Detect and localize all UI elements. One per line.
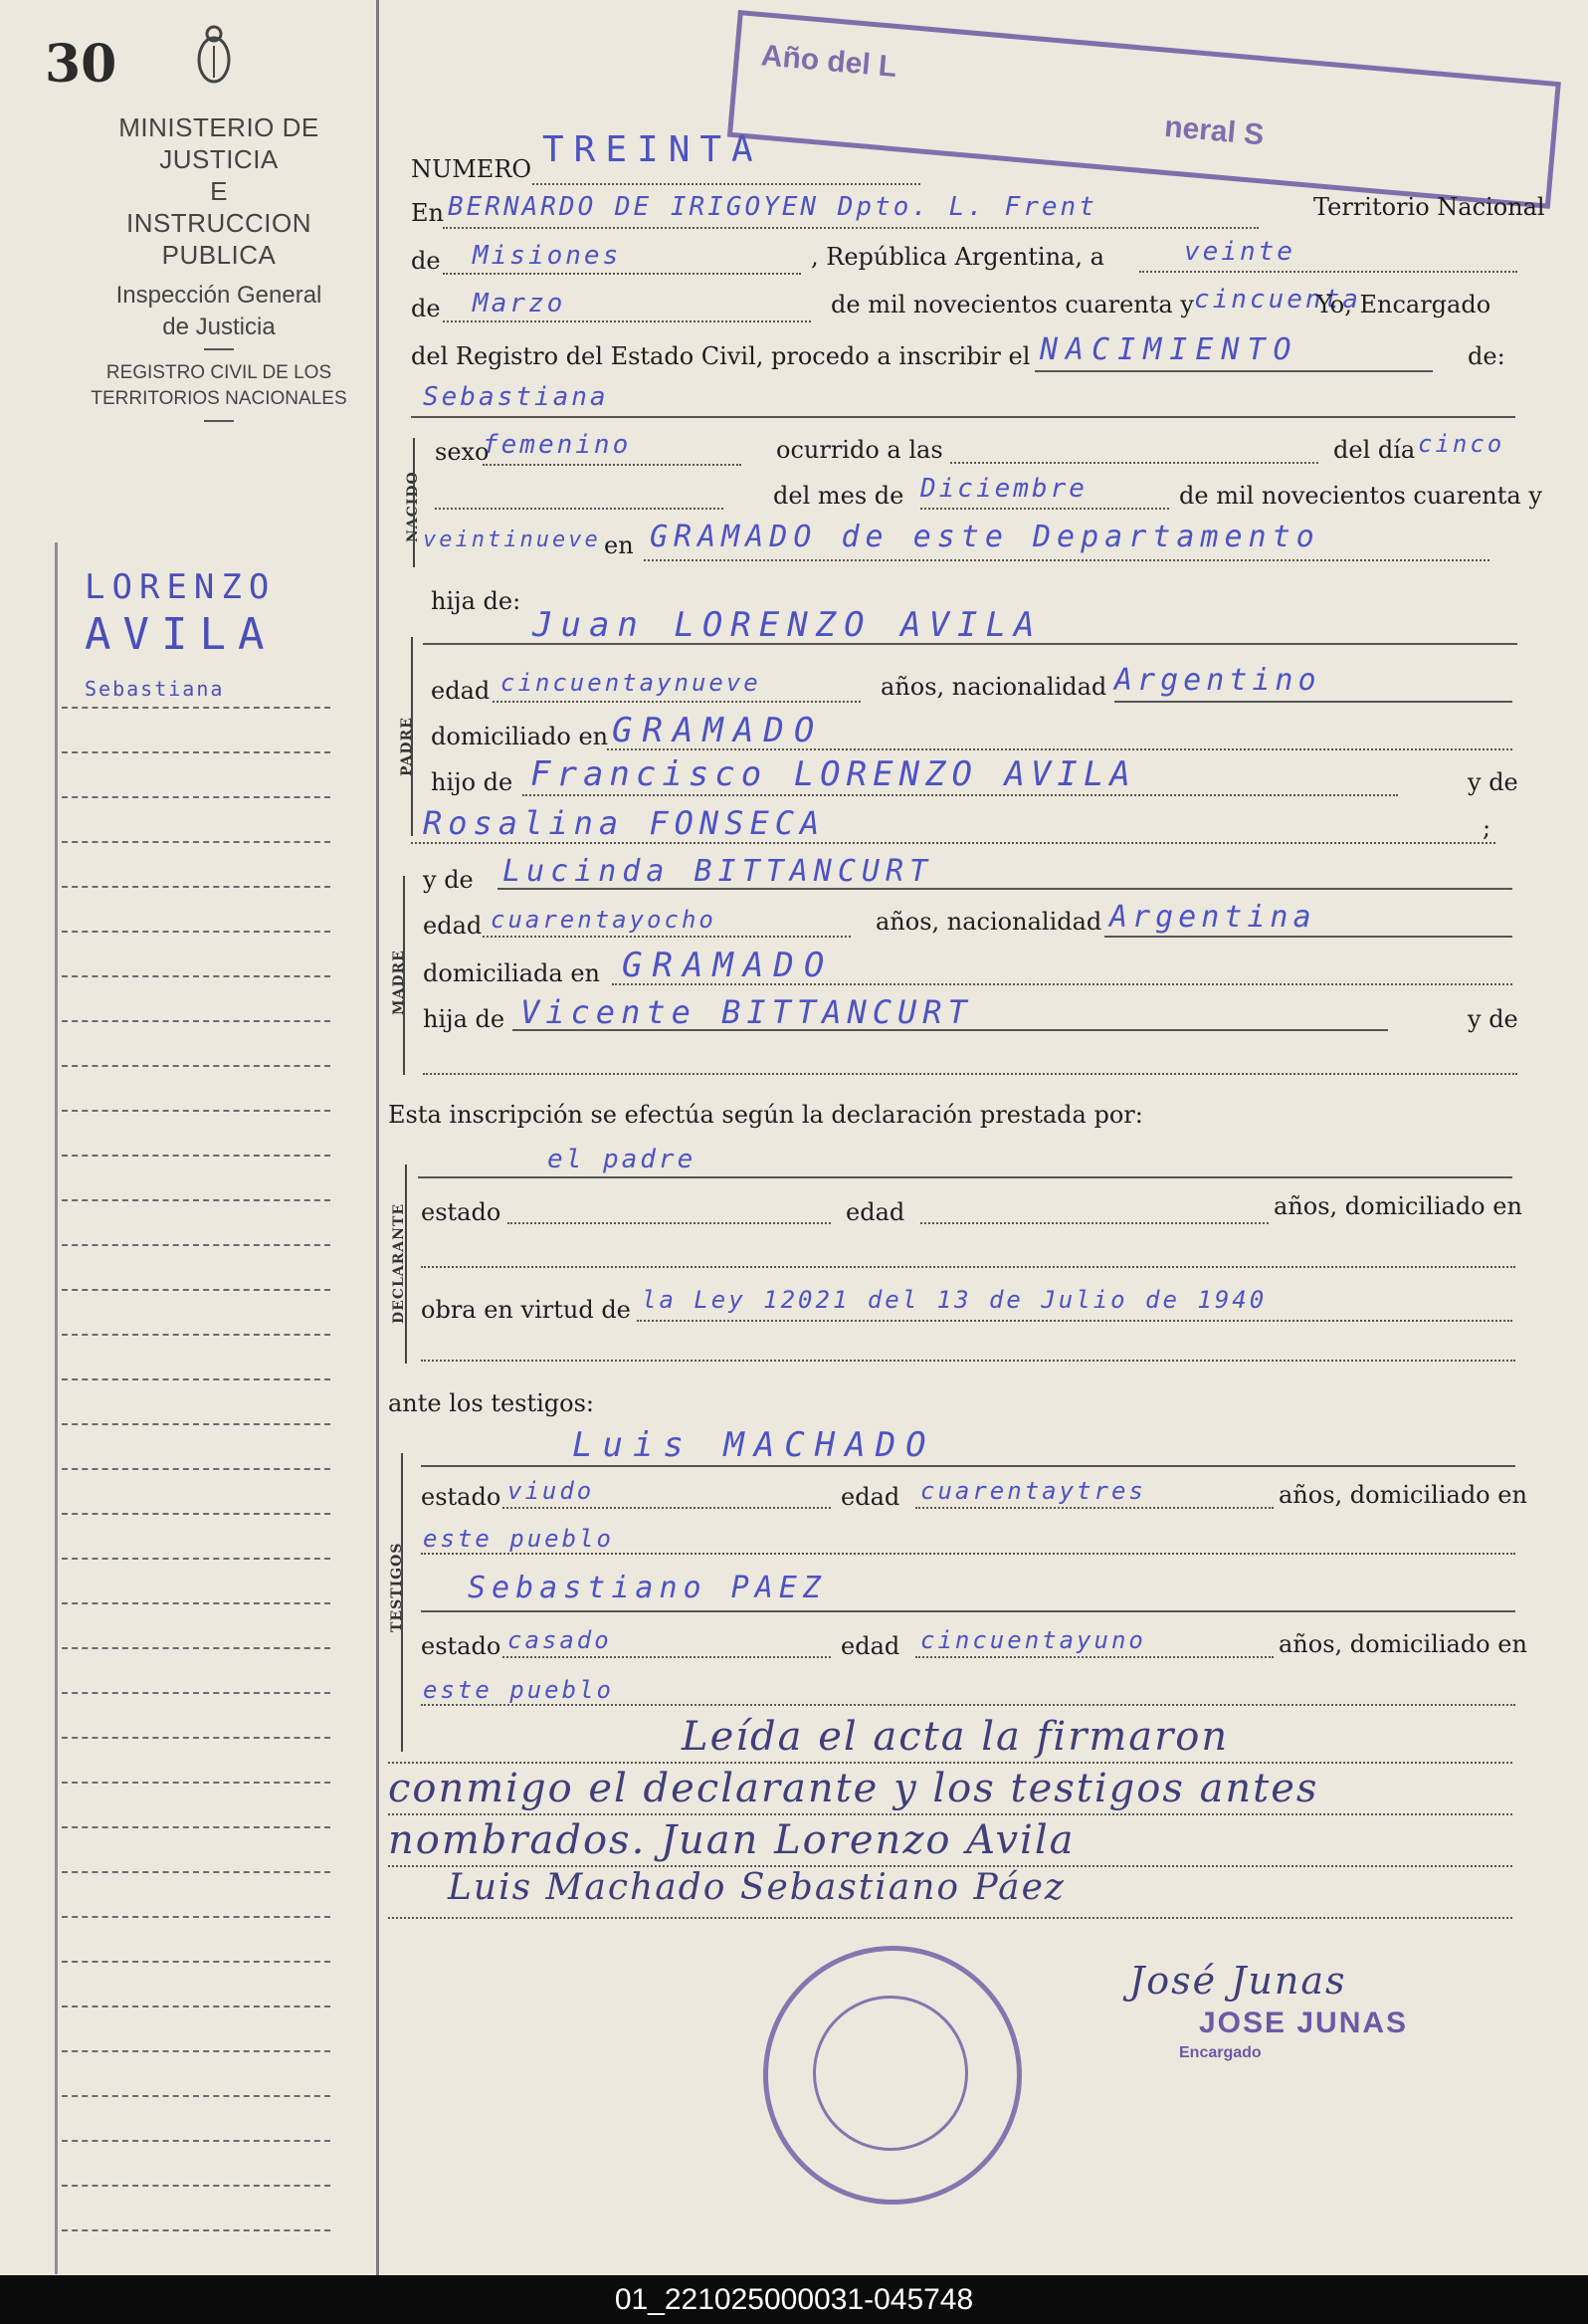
margin-line xyxy=(62,796,330,798)
margin-line xyxy=(62,1110,330,1112)
margin-line xyxy=(62,841,330,843)
image-filename-bar xyxy=(0,2275,1588,2324)
anos-dom-label: años, domiciliado en xyxy=(1274,1192,1522,1220)
obra-label: obra en virtud de xyxy=(421,1296,631,1324)
margin-line xyxy=(62,1916,330,1918)
fill-line xyxy=(497,888,1512,890)
territorio-label: Territorio Nacional xyxy=(1313,193,1545,221)
margin-line xyxy=(62,1737,330,1739)
witness-signatures: Luis Machado Sebastiano Páez xyxy=(448,1867,1066,1908)
estado-label: estado xyxy=(421,1198,501,1226)
padre-dom-value: GRAMADO xyxy=(612,711,825,750)
fill-line xyxy=(421,1553,1515,1555)
testigos-intro: ante los testigos: xyxy=(388,1389,595,1417)
year-prefix: de mil novecientos cuarenta y xyxy=(831,291,1194,318)
fill-line xyxy=(421,1465,1515,1467)
padre-name-value: Juan LORENZO AVILA xyxy=(532,605,1043,645)
declarant-value: el padre xyxy=(547,1145,696,1174)
province-value: Misiones xyxy=(473,241,622,271)
del-mes-label: del mes de xyxy=(773,482,904,510)
ministry-line-2: E xyxy=(210,176,228,206)
republica-label: , República Argentina, a xyxy=(811,243,1104,271)
fill-line xyxy=(522,794,1398,796)
fill-line xyxy=(920,508,1169,510)
fill-line xyxy=(644,559,1489,561)
margin-line xyxy=(62,1468,330,1470)
madre-name-value: Lucinda BITTANCURT xyxy=(502,854,934,889)
sexo-value: femenino xyxy=(483,430,632,460)
year-value: cincuenta xyxy=(1194,285,1361,315)
official-stamp-name: JOSE JUNAS xyxy=(1199,2007,1409,2039)
margin-note-surname: LORENZO xyxy=(85,567,277,607)
margin-line xyxy=(62,975,330,977)
testigos-side-label: TESTIGOS xyxy=(389,1542,405,1632)
section-bracket xyxy=(411,637,413,836)
margin-line xyxy=(62,1065,330,1067)
de-colon: de: xyxy=(1468,342,1505,370)
margin-vertical-rule xyxy=(55,542,58,2274)
fill-line xyxy=(418,1176,1512,1178)
en-label: en xyxy=(604,531,634,559)
fill-line xyxy=(915,1656,1274,1658)
margin-line xyxy=(62,886,330,888)
fill-line xyxy=(502,1507,831,1509)
fill-line xyxy=(411,416,1515,418)
witness1-name-value: Luis MACHADO xyxy=(572,1425,936,1465)
registro-text: del Registro del Estado Civil, procedo a inscribir el xyxy=(411,342,1031,370)
fill-line xyxy=(493,701,861,703)
y-de-label: y de xyxy=(423,866,474,894)
stamp-text-2: neral S xyxy=(1162,109,1266,152)
seal-inner-ring xyxy=(813,1996,968,2151)
sexo-label: sexo xyxy=(435,438,490,466)
del-dia-label: del día xyxy=(1333,436,1416,464)
ministry-header xyxy=(70,111,368,430)
witness1-estado-value: viudo xyxy=(507,1477,595,1505)
dia-value: cinco xyxy=(1418,430,1505,458)
margin-line xyxy=(62,1378,330,1380)
margin-line xyxy=(62,1826,330,1828)
fill-line xyxy=(950,462,1318,464)
image-filename: 01_221025000031-045748 xyxy=(614,2283,974,2316)
margin-line xyxy=(62,1871,330,1873)
declarante-side-label: DECLARANTE xyxy=(391,1202,407,1324)
margin-line xyxy=(62,1692,330,1694)
maternal-grandfather-value: Vicente BITTANCURT xyxy=(520,993,973,1031)
domiciliada-label: domiciliada en xyxy=(423,959,600,987)
fill-line xyxy=(443,273,801,275)
en-label: En xyxy=(411,199,444,227)
padre-side-label: PADRE xyxy=(399,717,415,776)
closing-line-2: conmigo el declarante y los testigos antes xyxy=(388,1766,1319,1811)
margin-line xyxy=(62,707,330,709)
madre-edad-value: cuarentayocho xyxy=(491,906,716,934)
fill-line xyxy=(435,508,723,510)
fill-line xyxy=(502,1656,831,1658)
fill-line xyxy=(1114,701,1512,703)
de-label: de xyxy=(411,247,441,275)
hija-de-label: hija de: xyxy=(431,587,521,615)
witness1-edad-value: cuarentaytres xyxy=(920,1477,1146,1505)
margin-line xyxy=(62,2050,330,2052)
stamp-text-1: Año del L xyxy=(759,39,898,85)
margin-line xyxy=(62,1244,330,1246)
divider xyxy=(204,348,234,350)
paternal-grandfather-value: Francisco LORENZO AVILA xyxy=(530,754,1136,794)
nacido-year-value: veintinueve xyxy=(423,528,601,552)
margin-line xyxy=(62,2229,330,2231)
madre-dom-value: GRAMADO xyxy=(622,946,835,985)
fill-line xyxy=(423,1073,1517,1075)
anos-nac-label: años, nacionalidad xyxy=(876,908,1102,936)
registry-line-2: TERRITORIOS NACIONALES xyxy=(91,388,347,409)
ministry-line-3: INSTRUCCION PUBLICA xyxy=(125,208,312,270)
hija-de-label: hija de xyxy=(423,1005,505,1033)
y-de-label: y de xyxy=(1468,768,1518,796)
closing-line-1: Leída el acta la firmaron xyxy=(682,1714,1230,1760)
edad-label: edad xyxy=(846,1198,905,1226)
registry-line-1: REGISTRO CIVIL DE LOS xyxy=(105,362,332,383)
padre-edad-value: cincuentaynueve xyxy=(500,669,761,697)
margin-line xyxy=(62,1289,330,1291)
nacido-side-label: NACIDO xyxy=(405,471,421,542)
margin-line xyxy=(62,1423,330,1425)
madre-side-label: MADRE xyxy=(391,950,407,1015)
coat-of-arms-icon xyxy=(194,24,234,90)
margin-line xyxy=(62,1020,330,1022)
section-bracket xyxy=(403,876,405,1075)
fill-line xyxy=(637,1320,1512,1322)
edad-label: edad xyxy=(431,677,491,705)
estado-label: estado xyxy=(421,1483,501,1511)
margin-line xyxy=(62,2185,330,2187)
anos-dom-label: años, domiciliado en xyxy=(1279,1481,1527,1509)
day-value: veinte xyxy=(1184,237,1295,267)
fill-line xyxy=(421,1704,1515,1706)
fill-line xyxy=(507,1222,831,1224)
margin-line xyxy=(62,1961,330,1963)
margin-line xyxy=(62,931,330,933)
edad-label: edad xyxy=(841,1483,900,1511)
fill-line xyxy=(411,842,1495,844)
numero-value: TREINTA xyxy=(542,129,763,170)
margin-note-given-name: Sebastiana xyxy=(85,677,225,701)
declaration-intro: Esta inscripción se efectúa según la declaración prestada por: xyxy=(388,1101,1143,1129)
margin-line xyxy=(62,1782,330,1784)
obra-value: la Ley 12021 del 13 de Julio de 1940 xyxy=(642,1286,1268,1314)
act-type-value: NACIMIENTO xyxy=(1040,332,1299,367)
section-bracket xyxy=(413,438,415,567)
certificate-body xyxy=(383,0,1545,2275)
round-registry-seal xyxy=(763,1946,1022,2205)
margin-line xyxy=(62,1334,330,1336)
fill-line xyxy=(443,227,1259,229)
fill-line xyxy=(532,183,920,185)
anos-nac-label: años, nacionalidad xyxy=(881,673,1107,701)
margin-line xyxy=(62,2140,330,2142)
fill-line xyxy=(388,1813,1512,1815)
margin-line xyxy=(62,1199,330,1201)
fill-line xyxy=(915,1507,1274,1509)
fill-line xyxy=(421,1360,1515,1362)
anos-dom-label: años, domiciliado en xyxy=(1279,1630,1527,1658)
section-bracket xyxy=(401,1453,403,1752)
witness1-dom-value: este pueblo xyxy=(423,1525,614,1553)
numero-label: NUMERO xyxy=(411,155,532,183)
divider xyxy=(204,420,234,422)
edad-label: edad xyxy=(423,912,483,940)
official-stamp-title: Encargado xyxy=(1179,2044,1262,2061)
fill-line xyxy=(388,1917,1512,1919)
place-value: BERNARDO DE IRIGOYEN Dpto. L. Frent xyxy=(448,192,1097,222)
padre-nac-value: Argentino xyxy=(1114,663,1321,698)
fill-line xyxy=(1104,936,1512,938)
fill-line xyxy=(1139,271,1517,273)
fill-line xyxy=(483,936,851,938)
ocurrido-label: ocurrido a las xyxy=(776,436,943,464)
fill-line xyxy=(607,748,1512,750)
de-label-2: de xyxy=(411,295,441,322)
estado-label: estado xyxy=(421,1632,501,1660)
witness2-edad-value: cincuentayuno xyxy=(920,1626,1146,1654)
fill-line xyxy=(443,320,811,322)
fill-line xyxy=(483,464,741,466)
mes-value: Diciembre xyxy=(920,474,1088,504)
margin-note-surname-2: AVILA xyxy=(85,609,277,660)
fill-line xyxy=(1035,370,1433,372)
official-signature: José Junas xyxy=(1129,1959,1347,2003)
fill-line xyxy=(423,643,1517,645)
fill-line xyxy=(512,1029,1388,1031)
margin-line xyxy=(62,2006,330,2007)
month-value: Marzo xyxy=(473,289,566,318)
hijo-de-label: hijo de xyxy=(431,768,513,796)
margin-line xyxy=(62,1513,330,1515)
semicolon: ; xyxy=(1483,814,1491,842)
child-name-value: Sebastiana xyxy=(423,382,609,412)
edad-label: edad xyxy=(841,1632,900,1660)
margin-line xyxy=(62,2095,330,2097)
fill-line xyxy=(388,1762,1512,1764)
fill-line xyxy=(920,1222,1269,1224)
margin-line xyxy=(62,751,330,753)
margin-line xyxy=(62,1558,330,1560)
paternal-grandmother-value: Rosalina FONSECA xyxy=(423,804,826,842)
margin-line xyxy=(62,1602,330,1604)
madre-nac-value: Argentina xyxy=(1109,900,1316,935)
witness2-estado-value: casado xyxy=(507,1626,612,1654)
de-mil-label: de mil novecientos cuarenta y xyxy=(1179,482,1542,510)
margin-line xyxy=(62,1155,330,1157)
fill-line xyxy=(612,983,1512,985)
yo-encargado: Yo, Encargado xyxy=(1316,291,1491,318)
domiciliado-label: domiciliado en xyxy=(431,723,609,750)
margin-line xyxy=(62,1647,330,1649)
place-value: GRAMADO de este Departamento xyxy=(650,520,1320,554)
inspection-line-2: de Justicia xyxy=(162,314,276,340)
witness2-name-value: Sebastiano PAEZ xyxy=(468,1571,827,1605)
closing-line-3: nombrados. Juan Lorenzo Avila xyxy=(388,1817,1076,1863)
fill-line xyxy=(421,1266,1515,1268)
official-name-stamp xyxy=(1179,2007,1409,2062)
y-de-label: y de xyxy=(1468,1005,1518,1033)
inspection-line-1: Inspección General xyxy=(115,282,322,309)
section-bracket xyxy=(405,1164,407,1364)
witness2-dom-value: este pueblo xyxy=(423,1676,614,1704)
fill-line xyxy=(421,1610,1515,1612)
page-number: 30 xyxy=(45,34,117,95)
ministry-line-1: MINISTERIO DE JUSTICIA xyxy=(118,112,319,174)
left-margin-column xyxy=(0,0,379,2275)
